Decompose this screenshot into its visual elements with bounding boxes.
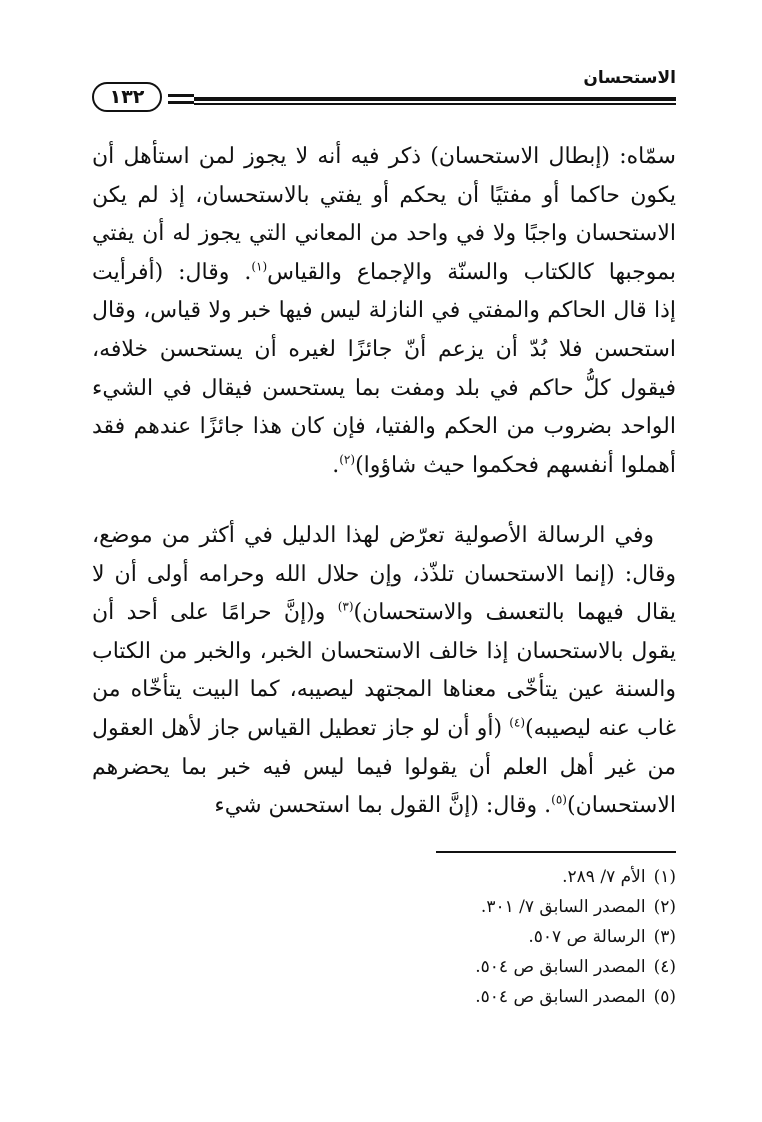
header-rule-thin xyxy=(194,103,676,105)
footnote: (٤)المصدر السابق ص ٥٠٤. xyxy=(475,957,676,977)
body-line: إذا قال الحاكم والمفتي في النازلة ليس فيها خبر ولا قياس، وقال xyxy=(92,298,676,324)
running-title: الاستحسان xyxy=(583,68,676,88)
footnote: (١)الأم ٧/ ٢٨٩. xyxy=(562,867,676,887)
footnote-ref: (٤) xyxy=(509,715,526,730)
footnote-separator xyxy=(436,851,676,853)
body-line: الاستحسان واجبًا ولا في واحد من المعاني التي يجوز له أن يفتي xyxy=(92,221,676,247)
paragraph-text: وفي الرسالة الأصولية تعرّض لهذا الدليل في أكثر من موضع، وقال: (إنما الاستحسان تلذّذ، وإن حلال الله وحرامه أولى أن لا يقال فيهما بالتعسف والاستحسان)$^{(٣)}$ و(إنَّ حرامًا على أحد أن يقول بالاستحسان إذا خالف الاستحسان الخبر، والخبر من الكتاب والسنة عين يتأخّى معناها المجتهد ليصيبه، كما البيت يتأخّاه من غاب عنه ليصيبه)$^{(٤)}$ (أو أن لو جاز تعطيل القياس جاز لأهل العقول من غير أهل العلم أن يقولوا فيما ليس فيه خبر بما يحضرهم الاستحسان)$^{(٥)}$. وقال: (إنَّ القول بما استحسن شيء xyxy=(92,523,676,819)
body-line: يكون حاكما أو مفتيًا أن يحكم أو يفتي بالاستحسان، إذ لم يكن xyxy=(92,182,676,208)
body-paragraph-2 xyxy=(92,517,676,826)
body-line: بموجبها كالكتاب والسنّة والإجماع والقياس$^{(١)}$. وقال: (أفرأيت xyxy=(92,259,676,285)
footnote: (٢)المصدر السابق ٧/ ٣٠١. xyxy=(480,897,676,917)
body-line: أهملوا أنفسهم فحكموا حيث شاؤوا)$^{(٢)}$. xyxy=(332,452,676,478)
page-number-ornament xyxy=(92,82,194,118)
body-line: سمّاه: (إبطال الاستحسان) ذكر فيه أنه لا يجوز لمن استأهل أن xyxy=(92,144,676,169)
footnote: (٣)الرسالة ص ٥٠٧. xyxy=(528,927,676,947)
footnote-ref: (٢) xyxy=(339,452,356,467)
body-line: استحسن فلا بُدّ أن يزعم أنّ جائزًا لغيره أن يستحسن خلافه، xyxy=(92,336,676,362)
ornament-line xyxy=(168,94,194,97)
page-number: ١٣٢ xyxy=(92,82,162,112)
header-rule-thick xyxy=(194,97,676,101)
footnote-ref: (٣) xyxy=(337,599,354,614)
footnote: (٥)المصدر السابق ص ٥٠٤. xyxy=(475,987,676,1007)
ornament-line xyxy=(168,101,194,104)
footnotes xyxy=(276,862,676,1012)
body-paragraph-1 xyxy=(92,138,676,485)
body-line: فيقول كلُّ حاكم في بلد ومفت بما يستحسن فيقال في الشيء xyxy=(92,375,676,401)
page-header xyxy=(92,62,676,122)
body-line: الواحد بضروب من الحكم والفتيا، فإن كان هذا جائزًا عندهم فقد xyxy=(92,414,676,440)
footnote-ref: (١) xyxy=(251,259,268,274)
footnote-ref: (٥) xyxy=(551,792,567,807)
